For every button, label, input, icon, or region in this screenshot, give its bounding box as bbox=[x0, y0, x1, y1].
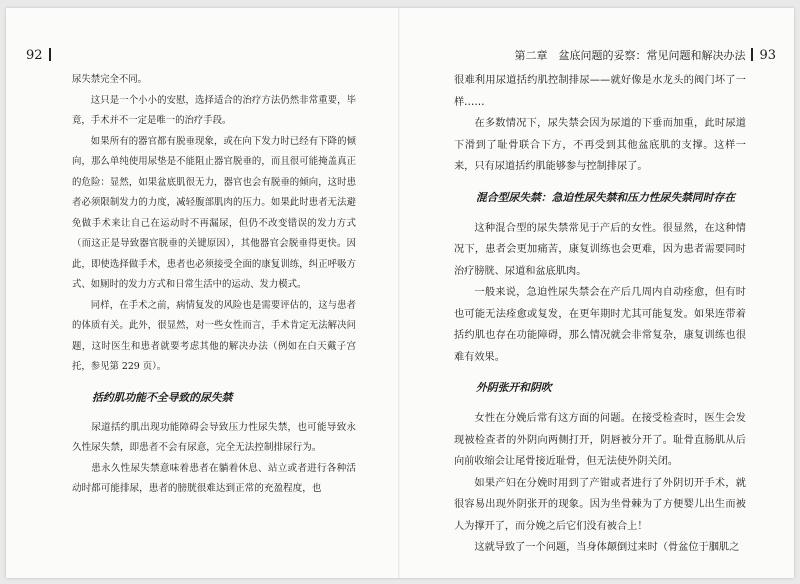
paragraph: 患永久性尿失禁意味着患者在躺着休息、站立或者进行各种活动时都可能排尿，患者的膀胱很难达到正常的充盈程度，也 bbox=[72, 462, 356, 494]
paragraph: 这就导致了一个问题，当身体颠倒过来时（骨盆位于腘肌之 bbox=[474, 542, 740, 553]
chapter-title: 第二章 盆底问题的妥察：常见问题和解决办法 bbox=[514, 49, 746, 62]
header-divider bbox=[751, 48, 753, 61]
paragraph: 尿道括约肌出现功能障碍会导致压力性尿失禁，也可能导致永久性尿失禁，即患者不会有尿意，完全无法控制排尿行为。 bbox=[72, 421, 356, 453]
paragraph: 很难利用尿道括约肌控制排尿——就好像是水龙头的阀门坏了一样…… bbox=[454, 75, 746, 108]
paragraph: 尿失禁完全不同。 bbox=[72, 74, 148, 85]
right-page-header bbox=[514, 48, 776, 63]
header-divider bbox=[49, 48, 51, 61]
paragraph: 如果所有的器官都有脱垂现象，或在向下发力时已经有下降的倾向，那么单纯使用尿垫是不能阻止器官脱垂的，而且很可能掩盖真正的危险：显然，如果盆底肌很无力，器官也会有脱垂的倾向，这时患者必须限制发力的力度，减轻腹部肌肉的压力。如果此时患者无法避免做手术来让自己在运动时不再漏尿，但仍不改变错误的发力方式（而这正是导致器官脱垂的关键原因），其他器官会脱垂得更快。因此，即使选择做手术，患者也必须接受全面的康复训练，纠正呼吸方式、如厕时的发力方式和日常生活中的运动、发力模式。 bbox=[72, 135, 356, 290]
left-page-header bbox=[26, 48, 57, 63]
paragraph: 如果产妇在分娩时用到了产钳或者进行了外阴切开手术，就很容易出现外阴张开的现象。因为坐骨棘为了方便婴儿出生而被人为撑开了，而分娩之后它们没有被合上！ bbox=[454, 477, 746, 532]
paragraph: 一般来说，急迫性尿失禁会在产后几周内自动痊愈，但有时也可能无法痊愈或复发，在更年期时尤其可能复发。如果连带着括约肌也存在功能障碍，那么情况就会非常复杂，康复训练也很难有效果。 bbox=[454, 287, 746, 363]
paragraph: 这种混合型的尿失禁常见于产后的女性。很显然，在这种情况下，患者会更加痛苦，康复训练也会更难，因为患者需要同时治疗膀胱、尿道和盆底肌肉。 bbox=[454, 222, 746, 277]
right-page-body bbox=[454, 70, 746, 559]
left-page bbox=[6, 8, 398, 578]
section-heading: 外阴张开和阴吹 bbox=[476, 381, 552, 394]
left-page-number: 92 bbox=[26, 48, 43, 63]
left-page-body bbox=[72, 70, 356, 500]
paragraph: 在多数情况下，尿失禁会因为尿道的下垂而加重，此时尿道下滑到了耻骨联合下方，不再受到其他盆底肌的支撑。这样一来，只有尿道括约肌能够参与控制排尿了。 bbox=[454, 118, 746, 172]
section-heading: 括约肌功能不全导致的尿失禁 bbox=[92, 390, 233, 404]
right-page bbox=[400, 8, 794, 578]
section-heading: 混合型尿失禁：急迫性尿失禁和压力性尿失禁同时存在 bbox=[476, 190, 736, 204]
right-page-number: 93 bbox=[759, 48, 776, 63]
paragraph: 这只是一个小小的安慰，选择适合的治疗方法仍然非常重要，毕竟，手术并不一定是唯一的治疗手段。 bbox=[72, 94, 356, 126]
paragraph: 同样，在手术之前，病情复发的风险也是需要评估的，这与患者的体质有关。此外，很显然，对一些女性而言，手术肯定无法解决问题，这时医生和患者就要考虑其他的解决办法（例如在白天戴子宫托，参见第 229 页）。 bbox=[72, 299, 356, 372]
paragraph: 女性在分娩后常有这方面的问题。在接受检查时，医生会发现被检查者的外阴向两侧打开，阴唇被分开了。耻骨直肠肌从后向前收缩会让尾骨接近耻骨，但无法使外阴关闭。 bbox=[454, 413, 746, 467]
book-spread bbox=[6, 8, 794, 578]
